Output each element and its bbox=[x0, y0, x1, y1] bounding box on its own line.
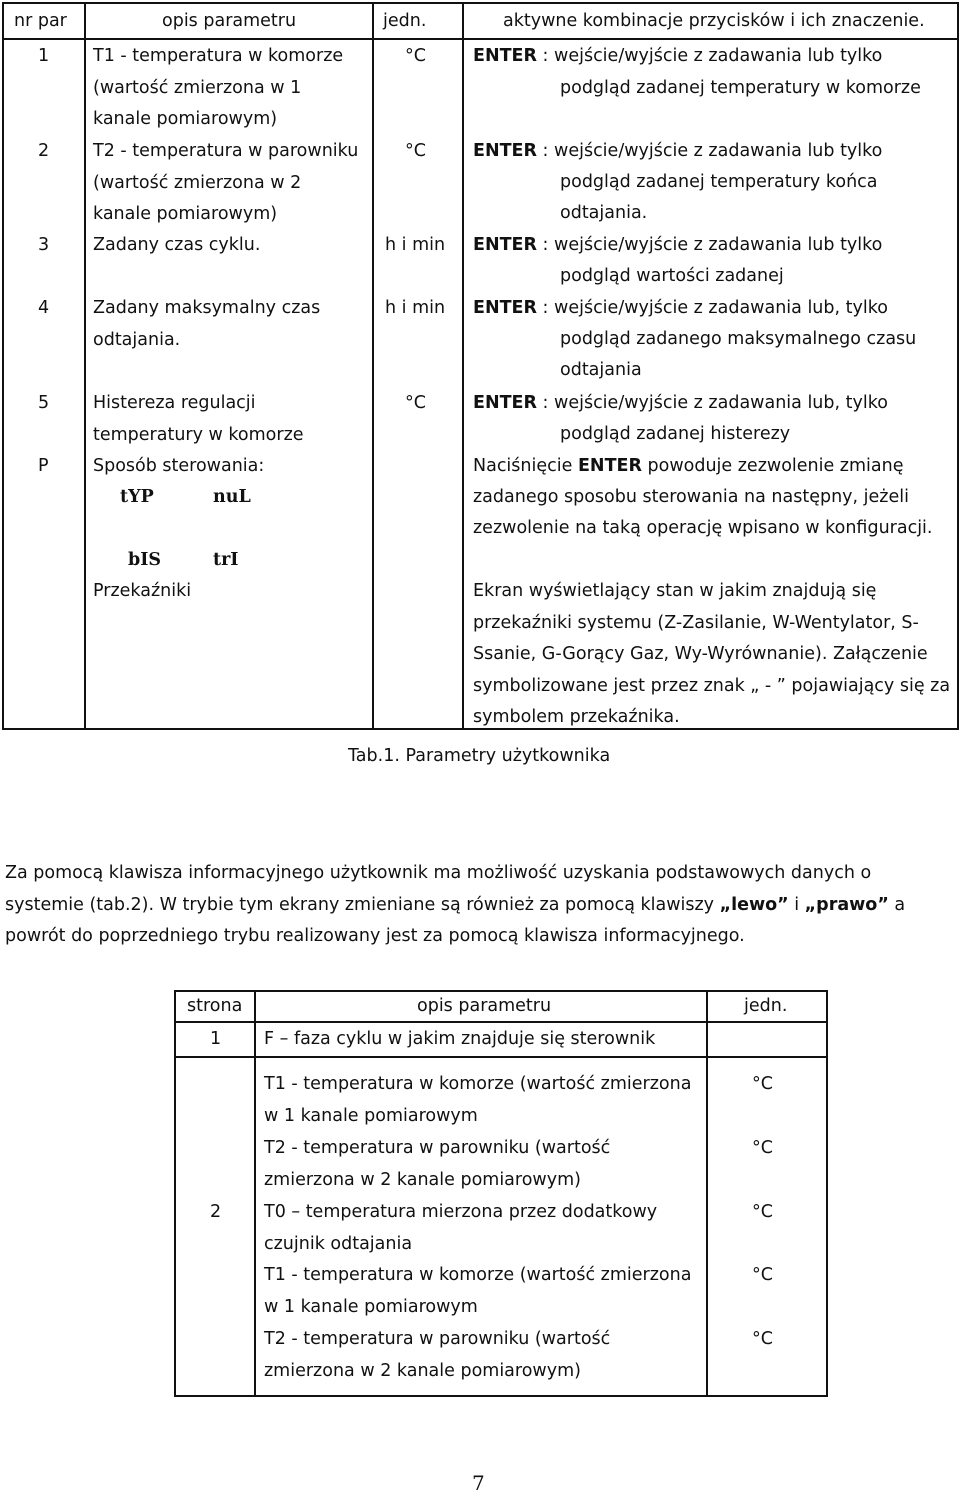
table2-header-unit: jedn. bbox=[744, 996, 788, 1016]
page2-row2-unit: °C bbox=[752, 1138, 773, 1158]
page2-row4-description: T1 - temperatura w komorze (wartość zmierzona w 1 kanale pomiarowym bbox=[264, 1265, 692, 1317]
enter-key-label: ENTER bbox=[473, 298, 537, 318]
relays-action: Ekran wyświetlający stan w jakim znajdują się przekaźniki systemu (Z-Zasilanie, W-Wentylator, S- Ssanie, G-Gorący Gaz, Wy-Wyrównanie). Załączenie symbolizowane jest przez znak „ - ” pojawiający się za symbolem przekaźnika. bbox=[473, 581, 951, 727]
row5-action-line1: ENTER : wejście/wyjście z zadawania lub, tylko bbox=[473, 393, 888, 413]
row5-unit: °C bbox=[405, 393, 426, 413]
row5-description: Histereza regulacji temperatury w komorze bbox=[93, 393, 304, 445]
enter-key-label: ENTER bbox=[473, 141, 537, 161]
page2-row5-unit: °C bbox=[752, 1329, 773, 1349]
row2-nr: 2 bbox=[38, 141, 50, 161]
rowP-action-line1: Naciśnięcie ENTER powoduje zezwolenie zmianę bbox=[473, 456, 904, 476]
row4-description: Zadany maksymalny czas odtajania. bbox=[93, 298, 321, 350]
table1-col-divider bbox=[462, 2, 464, 730]
table1-caption: Tab.1. Parametry użytkownika bbox=[348, 746, 611, 766]
table1-header-actions: aktywne kombinacje przycisków i ich znaczenie. bbox=[503, 11, 925, 31]
prawo-key: „prawo” bbox=[804, 894, 889, 915]
mode-bis: bIS bbox=[128, 550, 162, 570]
page2-row4-unit: °C bbox=[752, 1265, 773, 1285]
enter-key-label: ENTER bbox=[473, 393, 537, 413]
table1-header-nr: nr par bbox=[14, 11, 67, 31]
row4-unit: h i min bbox=[385, 298, 446, 318]
page2-row3-description: T0 – temperatura mierzona przez dodatkowy czujnik odtajania bbox=[264, 1202, 658, 1254]
row3-action-line2: podgląd wartości zadanej bbox=[560, 266, 784, 286]
enter-key-label: ENTER bbox=[473, 235, 537, 255]
row4-action-line1: ENTER : wejście/wyjście z zadawania lub, tylko bbox=[473, 298, 888, 318]
lewo-key: „lewo” bbox=[719, 894, 789, 915]
mode-typ: tYP bbox=[120, 487, 154, 507]
table2-col-divider bbox=[254, 990, 256, 1397]
row3-description: Zadany czas cyklu. bbox=[93, 235, 261, 255]
page2-row5-description: T2 - temperatura w parowniku (wartość zmierzona w 2 kanale pomiarowym) bbox=[264, 1329, 611, 1381]
row5-action-line2: podgląd zadanej histerezy bbox=[560, 424, 791, 444]
table2-col-divider bbox=[706, 990, 708, 1397]
rowP-action-line3: zezwolenie na taką operację wpisano w konfiguracji. bbox=[473, 518, 933, 538]
row2-action-line3: odtajania. bbox=[560, 203, 648, 223]
table1-header-desc: opis parametru bbox=[162, 11, 297, 31]
table1-header-unit: jedn. bbox=[383, 11, 427, 31]
row5-nr: 5 bbox=[38, 393, 50, 413]
page1-description: F – faza cyklu w jakim znajduje się sterownik bbox=[264, 1029, 656, 1049]
row2-description: T2 - temperatura w parowniku (wartość zmierzona w 2 kanale pomiarowym) bbox=[93, 141, 359, 224]
table1-col-divider bbox=[372, 2, 374, 730]
row2-action-line2: podgląd zadanej temperatury końca bbox=[560, 172, 878, 192]
page2-row1-description: T1 - temperatura w komorze (wartość zmierzona w 1 kanale pomiarowym bbox=[264, 1074, 692, 1126]
row1-nr: 1 bbox=[38, 46, 50, 66]
rowP-action-line2: zadanego sposobu sterowania na następny, jeżeli bbox=[473, 487, 909, 507]
relays-description: Przekaźniki bbox=[93, 581, 192, 601]
page2-number: 2 bbox=[210, 1202, 222, 1222]
row2-unit: °C bbox=[405, 141, 426, 161]
table1-col-divider bbox=[84, 2, 86, 730]
enter-key-label: ENTER bbox=[473, 46, 537, 66]
row3-nr: 3 bbox=[38, 235, 50, 255]
row4-action-line2: podgląd zadanego maksymalnego czasu bbox=[560, 329, 917, 349]
page-number: 7 bbox=[472, 1471, 485, 1495]
table2-page-divider bbox=[174, 1056, 828, 1058]
row3-action-line1: ENTER : wejście/wyjście z zadawania lub tylko bbox=[473, 235, 883, 255]
row3-unit: h i min bbox=[385, 235, 446, 255]
enter-key-label: ENTER bbox=[577, 456, 642, 476]
page2-row2-description: T2 - temperatura w parowniku (wartość zmierzona w 2 kanale pomiarowym) bbox=[264, 1138, 611, 1190]
rowP-nr: P bbox=[38, 456, 49, 476]
mode-nul: nuL bbox=[213, 487, 251, 507]
row1-description: T1 - temperatura w komorze (wartość zmierzona w 1 kanale pomiarowym) bbox=[93, 46, 344, 129]
row1-action-line1: ENTER : wejście/wyjście z zadawania lub tylko bbox=[473, 46, 883, 66]
table1-header-divider bbox=[2, 38, 959, 40]
mode-tri: trI bbox=[213, 550, 239, 570]
row4-action-line3: odtajania bbox=[560, 360, 642, 380]
page2-row1-unit: °C bbox=[752, 1074, 773, 1094]
row1-action-line2: podgląd zadanej temperatury w komorze bbox=[560, 78, 921, 98]
table2-header-desc: opis parametru bbox=[417, 996, 552, 1016]
page1-number: 1 bbox=[210, 1029, 222, 1049]
table2-header-strona: strona bbox=[187, 996, 243, 1016]
rowP-description: Sposób sterowania: bbox=[93, 456, 265, 476]
row2-action-line1: ENTER : wejście/wyjście z zadawania lub tylko bbox=[473, 141, 883, 161]
page2-row3-unit: °C bbox=[752, 1202, 773, 1222]
row4-nr: 4 bbox=[38, 298, 50, 318]
row1-unit: °C bbox=[405, 46, 426, 66]
info-key-paragraph: Za pomocą klawisza informacyjnego użytkownik ma możliwość uzyskania podstawowych danych o systemie (tab.2). W trybie tym ekrany zmieniane są również za pomocą klawiszy „lewo” i „prawo” a powrót do poprzedniego trybu realizowany jest za pomocą klawisza informacyjnego. bbox=[5, 863, 906, 946]
